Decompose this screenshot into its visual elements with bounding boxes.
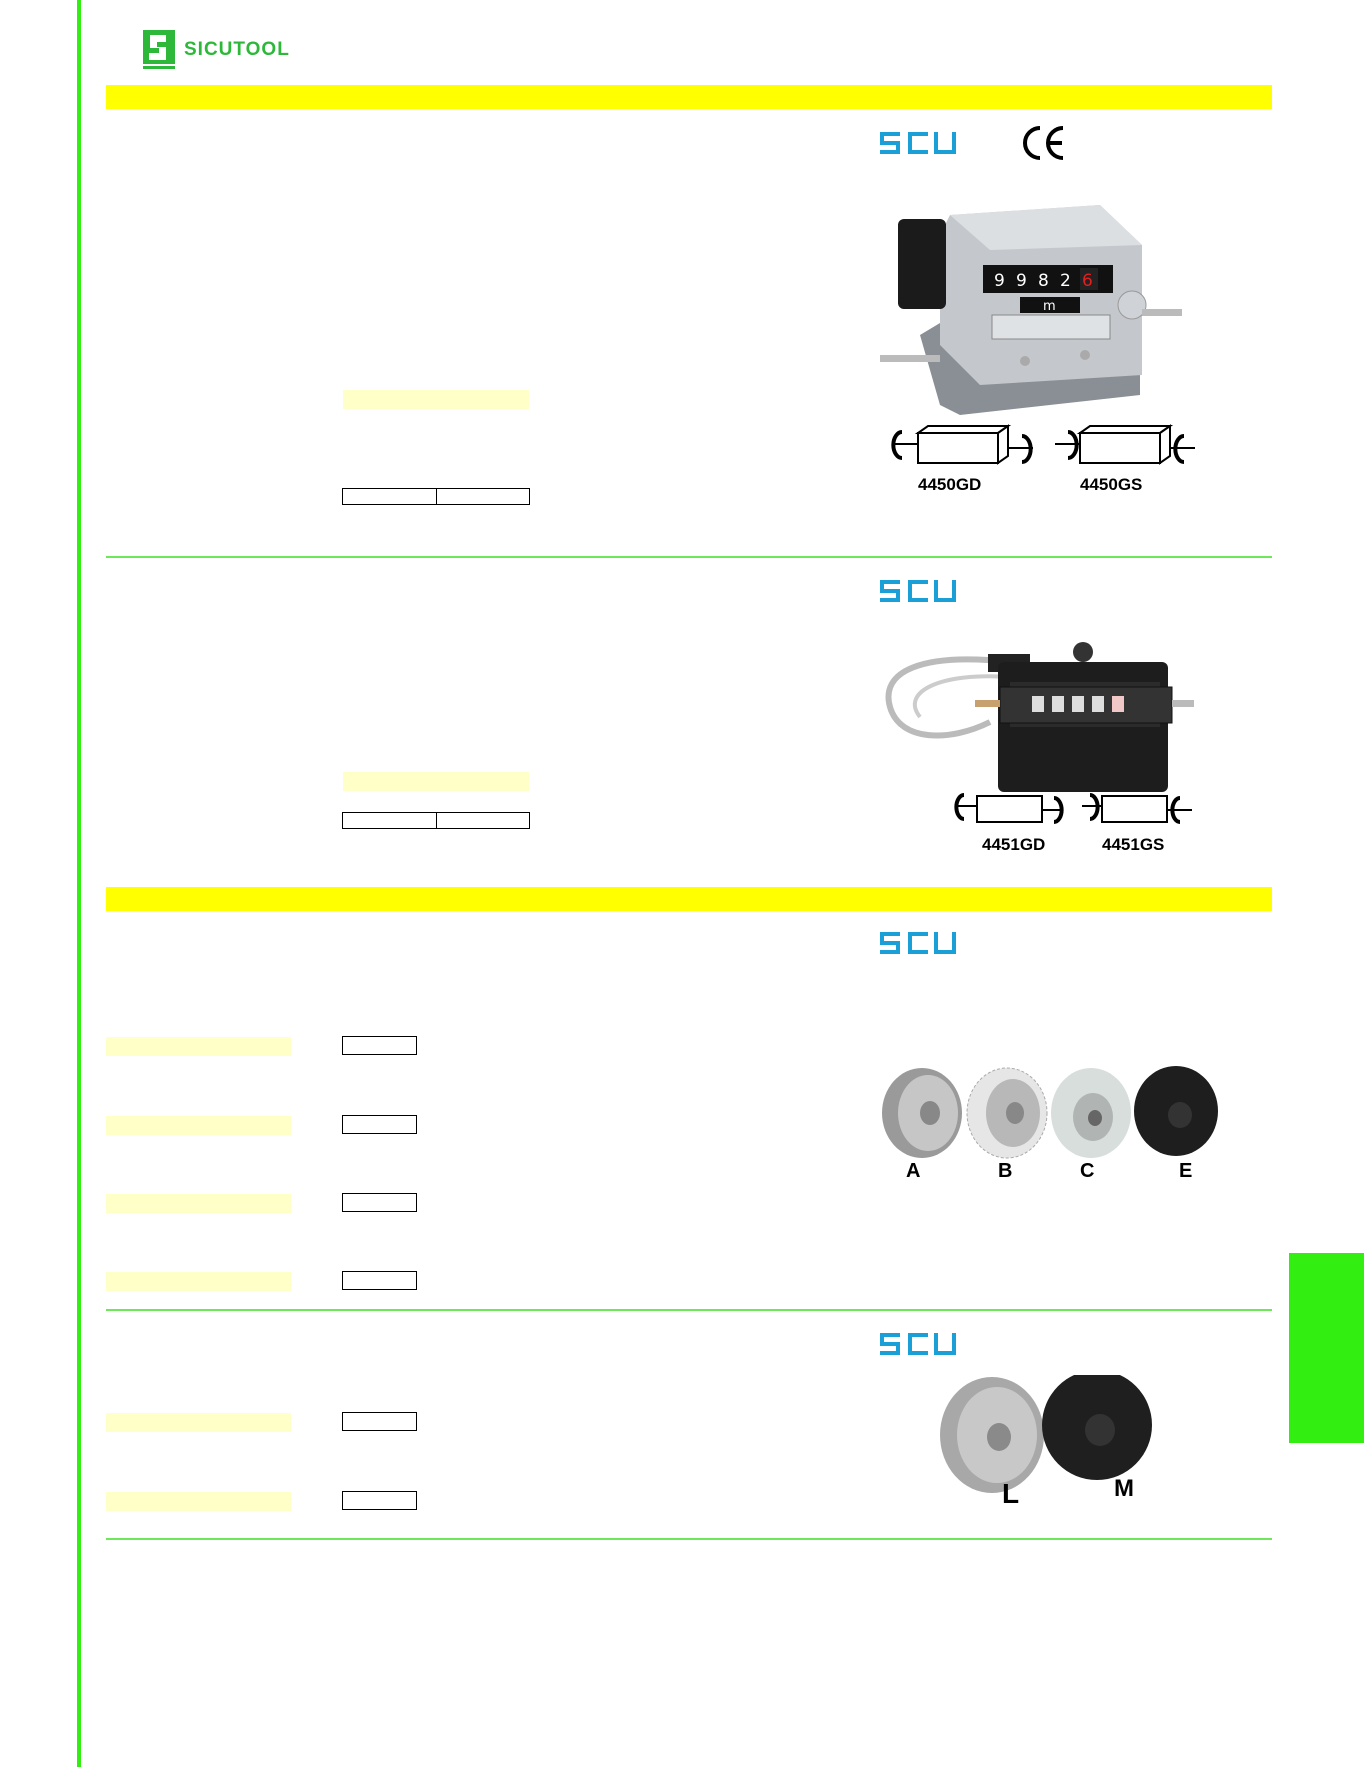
model-label-4450gd: 4450GD [918, 475, 982, 494]
rotation-diagram-4450 [888, 418, 1198, 480]
wheel-label-c: C [1080, 1160, 1095, 1182]
price-cell [343, 813, 436, 828]
chapter-side-tab[interactable] [1289, 1253, 1364, 1443]
wheel-label-b: B [998, 1160, 1013, 1182]
price-box [342, 1115, 417, 1134]
price-box [342, 1491, 417, 1510]
scu-logo [878, 1331, 958, 1357]
svg-text:9: 9 [994, 271, 1005, 291]
wheel-label-e: E [1179, 1160, 1193, 1182]
price-cell [343, 489, 436, 504]
svg-text:m: m [1043, 299, 1056, 314]
price-cell [436, 489, 530, 504]
model-label-4451gs: 4451GS [1102, 835, 1165, 854]
price-box-row [342, 488, 530, 505]
rotation-diagram-4451 [952, 786, 1202, 834]
section-divider [106, 1538, 1272, 1540]
highlight-field [106, 1492, 291, 1511]
highlight-field [106, 1116, 291, 1135]
svg-text:9: 9 [1016, 271, 1027, 291]
wheel-label-l: L [1002, 1478, 1020, 1509]
svg-text:2: 2 [1060, 271, 1071, 291]
svg-text:8: 8 [1038, 271, 1049, 291]
scu-logo [878, 130, 958, 156]
ce-mark-icon [1020, 124, 1068, 162]
brand-name: SICUTOOL [184, 39, 290, 60]
scu-logo [878, 578, 958, 604]
highlight-field [106, 1194, 291, 1213]
price-box [342, 1412, 417, 1431]
highlight-field [106, 1037, 291, 1056]
price-cell [436, 813, 530, 828]
price-box [342, 1271, 417, 1290]
sicutool-logo [142, 28, 332, 72]
section-divider [106, 1309, 1272, 1311]
section-band-wheels [106, 887, 1272, 911]
svg-text:6: 6 [1082, 271, 1093, 291]
counter-4451-image [880, 632, 1200, 797]
measuring-wheels-image [880, 1065, 1225, 1160]
section-divider [106, 556, 1272, 558]
counter-4450-image [880, 205, 1200, 420]
highlight-field [343, 772, 529, 791]
price-box-row [342, 812, 530, 829]
highlight-field [106, 1272, 291, 1291]
price-box [342, 1036, 417, 1055]
highlight-field [106, 1413, 291, 1432]
price-box [342, 1193, 417, 1212]
sicutool-logo-icon [142, 29, 176, 71]
wheel-label-m: M [1114, 1475, 1134, 1502]
wheel-label-a: A [906, 1160, 921, 1182]
highlight-field [343, 390, 529, 409]
model-label-4450gs: 4450GS [1080, 475, 1143, 494]
scu-logo [878, 930, 958, 956]
left-accent-rule [77, 0, 81, 1767]
model-label-4451gd: 4451GD [982, 835, 1046, 854]
section-band-top [106, 85, 1272, 109]
